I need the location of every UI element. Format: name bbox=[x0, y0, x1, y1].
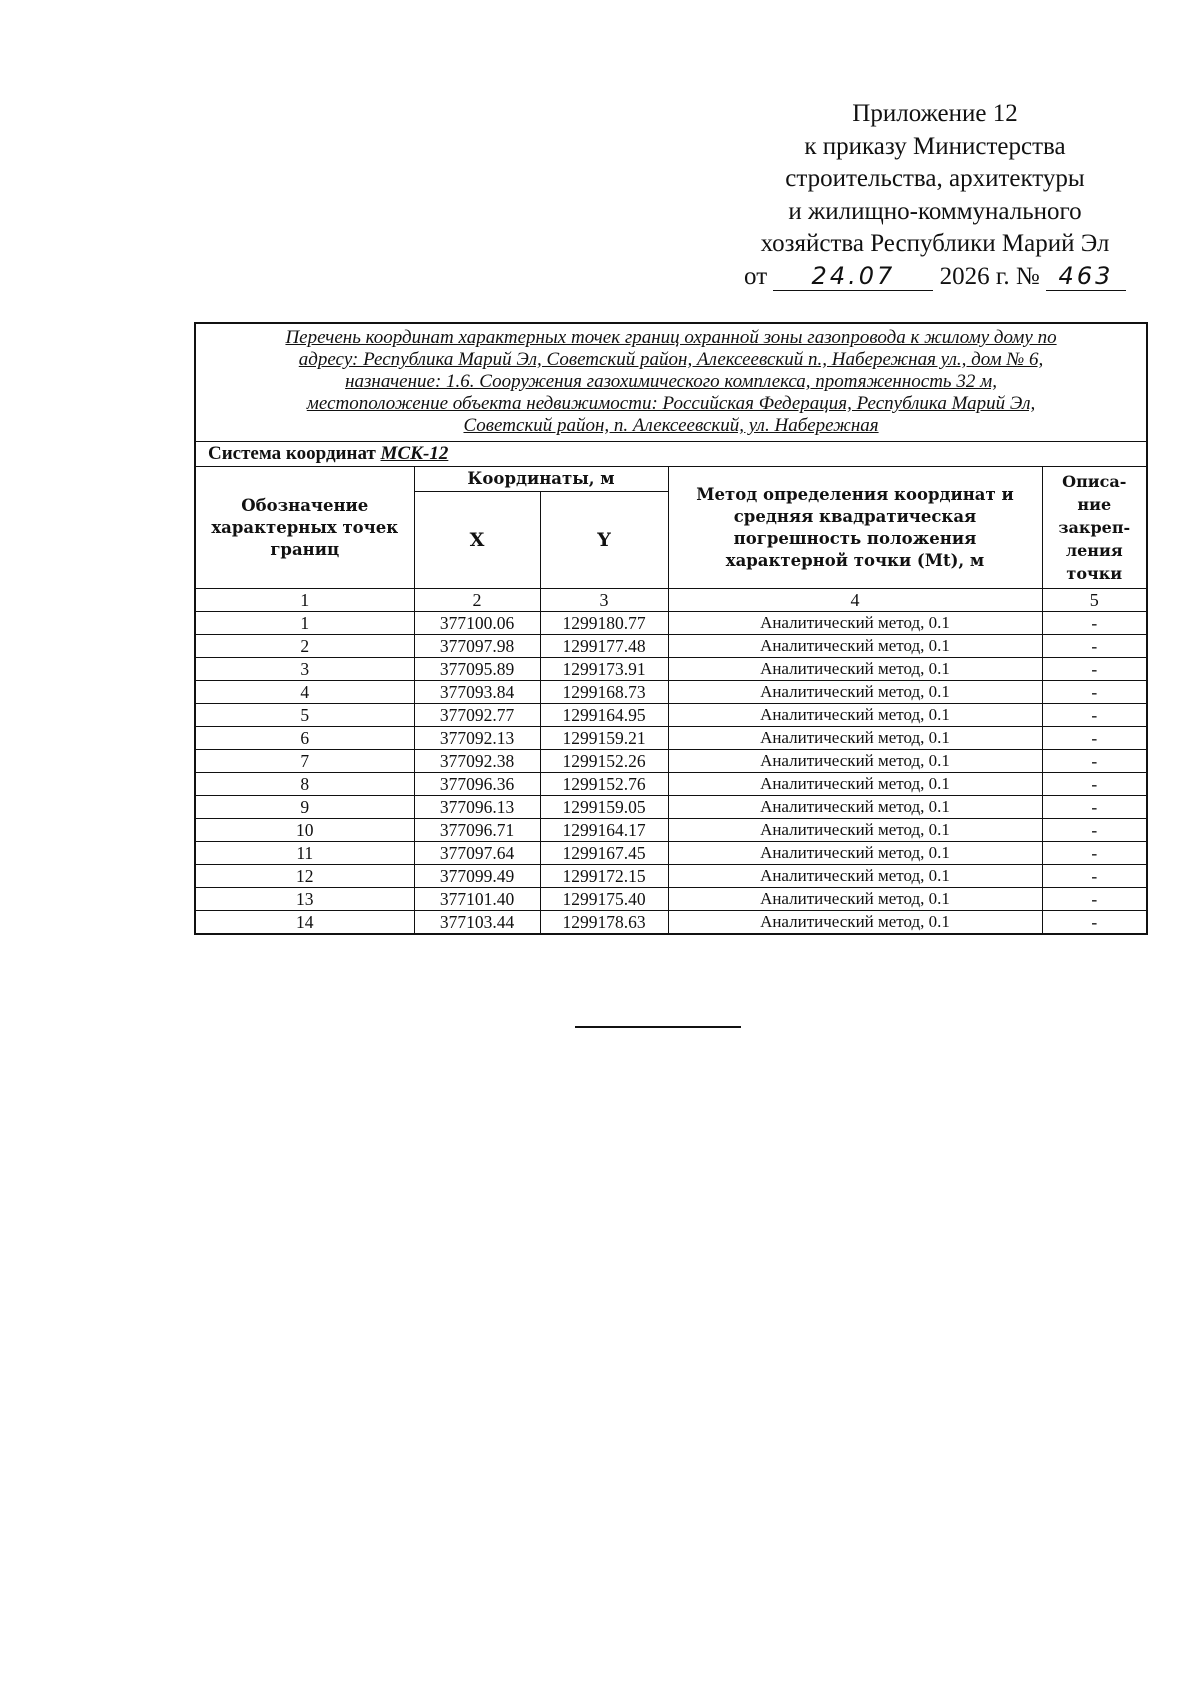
coord-system bbox=[195, 442, 1147, 467]
cell-point: 13 bbox=[195, 888, 414, 911]
cell-point: 1 bbox=[195, 612, 414, 635]
appendix-ministry-line-3: хозяйства Республики Марий Эл bbox=[760, 230, 1110, 257]
cell-point: 10 bbox=[195, 819, 414, 842]
caption-row bbox=[195, 323, 1147, 442]
cell-x: 377103.44 bbox=[414, 911, 540, 935]
column-number: 2 bbox=[414, 589, 540, 612]
cell-method: Аналитический метод, 0.1 bbox=[668, 704, 1042, 727]
cell-point: 5 bbox=[195, 704, 414, 727]
cell-y: 1299173.91 bbox=[540, 658, 668, 681]
header-method: Метод определения координат и средняя квадратическая погрешность положения характерной точки (Mt), м bbox=[668, 467, 1042, 589]
cell-method: Аналитический метод, 0.1 bbox=[668, 773, 1042, 796]
appendix-ministry-line-1: строительства, архитектуры bbox=[785, 165, 1085, 192]
end-divider bbox=[575, 1026, 741, 1028]
cell-point: 9 bbox=[195, 796, 414, 819]
cell-y: 1299180.77 bbox=[540, 612, 668, 635]
appendix-order-line: к приказу Министерства bbox=[804, 132, 1066, 160]
table-row bbox=[195, 842, 1147, 865]
appendix-ministry-line-2: и жилищно-коммунального bbox=[788, 197, 1082, 225]
cell-method: Аналитический метод, 0.1 bbox=[668, 750, 1042, 773]
cell-x: 377101.40 bbox=[414, 888, 540, 911]
header-description bbox=[1042, 467, 1147, 589]
table-row bbox=[195, 819, 1147, 842]
cell-x: 377100.06 bbox=[414, 612, 540, 635]
cell-point: 14 bbox=[195, 911, 414, 935]
table-row bbox=[195, 635, 1147, 658]
cell-y: 1299164.95 bbox=[540, 704, 668, 727]
header-description-line: ние bbox=[1077, 495, 1112, 514]
column-numbers-row bbox=[195, 589, 1147, 612]
cell-x: 377092.77 bbox=[414, 704, 540, 727]
coord-system-label: Система координат bbox=[208, 443, 376, 464]
header-row-1 bbox=[195, 467, 1147, 492]
number-blank bbox=[1046, 263, 1126, 291]
cell-description: - bbox=[1042, 796, 1147, 819]
table-row bbox=[195, 727, 1147, 750]
cell-x: 377096.36 bbox=[414, 773, 540, 796]
appendix-date-line bbox=[690, 261, 1180, 294]
cell-point: 12 bbox=[195, 865, 414, 888]
cell-y: 1299164.17 bbox=[540, 819, 668, 842]
cell-method: Аналитический метод, 0.1 bbox=[668, 635, 1042, 658]
header-description-line: точки bbox=[1066, 564, 1123, 583]
cell-description: - bbox=[1042, 773, 1147, 796]
cell-point: 7 bbox=[195, 750, 414, 773]
cell-method: Аналитический метод, 0.1 bbox=[668, 796, 1042, 819]
appendix-title: Приложение 12 bbox=[852, 100, 1018, 127]
cell-point: 4 bbox=[195, 681, 414, 704]
cell-description: - bbox=[1042, 658, 1147, 681]
table-row bbox=[195, 773, 1147, 796]
cell-y: 1299167.45 bbox=[540, 842, 668, 865]
coordinates-table bbox=[194, 322, 1148, 935]
cell-x: 377096.71 bbox=[414, 819, 540, 842]
cell-description: - bbox=[1042, 842, 1147, 865]
cell-description: - bbox=[1042, 612, 1147, 635]
cell-x: 377093.84 bbox=[414, 681, 540, 704]
cell-description: - bbox=[1042, 727, 1147, 750]
cell-description: - bbox=[1042, 888, 1147, 911]
cell-x: 377096.13 bbox=[414, 796, 540, 819]
cell-method: Аналитический метод, 0.1 bbox=[668, 658, 1042, 681]
appendix-header bbox=[690, 98, 1180, 293]
table-row bbox=[195, 911, 1147, 935]
table-row bbox=[195, 796, 1147, 819]
table-row bbox=[195, 658, 1147, 681]
year-text: 2026 г. № bbox=[939, 262, 1040, 290]
cell-point: 6 bbox=[195, 727, 414, 750]
cell-x: 377099.49 bbox=[414, 865, 540, 888]
cell-description: - bbox=[1042, 750, 1147, 773]
cell-point: 11 bbox=[195, 842, 414, 865]
caption-line: адресу: Республика Марий Эл, Советский район, Алексеевский п., Набережная ул., дом № 6, bbox=[298, 349, 1044, 370]
cell-y: 1299152.76 bbox=[540, 773, 668, 796]
cell-y: 1299177.48 bbox=[540, 635, 668, 658]
cell-method: Аналитический метод, 0.1 bbox=[668, 911, 1042, 935]
cell-method: Аналитический метод, 0.1 bbox=[668, 865, 1042, 888]
cell-y: 1299178.63 bbox=[540, 911, 668, 935]
cell-x: 377097.64 bbox=[414, 842, 540, 865]
cell-description: - bbox=[1042, 911, 1147, 935]
header-y: Y bbox=[540, 492, 668, 589]
table-row bbox=[195, 865, 1147, 888]
table-row bbox=[195, 704, 1147, 727]
handwritten-date: 24.07 bbox=[811, 261, 896, 290]
header-description-line: Описа- bbox=[1062, 472, 1127, 491]
cell-y: 1299172.15 bbox=[540, 865, 668, 888]
handwritten-number: 463 bbox=[1058, 261, 1114, 290]
cell-description: - bbox=[1042, 704, 1147, 727]
table-row bbox=[195, 888, 1147, 911]
cell-x: 377097.98 bbox=[414, 635, 540, 658]
header-coords: Координаты, м bbox=[414, 467, 668, 492]
cell-x: 377095.89 bbox=[414, 658, 540, 681]
cell-description: - bbox=[1042, 635, 1147, 658]
date-blank bbox=[773, 263, 933, 291]
caption-line: Перечень координат характерных точек границ охранной зоны газопровода к жилому дому по bbox=[285, 327, 1057, 348]
caption-line: местоположение объекта недвижимости: Российская Федерация, Республика Марий Эл, bbox=[306, 393, 1036, 414]
cell-y: 1299152.26 bbox=[540, 750, 668, 773]
cell-point: 3 bbox=[195, 658, 414, 681]
coord-system-row bbox=[195, 442, 1147, 467]
cell-method: Аналитический метод, 0.1 bbox=[668, 819, 1042, 842]
header-description-line: ления bbox=[1065, 541, 1123, 560]
cell-description: - bbox=[1042, 681, 1147, 704]
column-number: 5 bbox=[1042, 589, 1147, 612]
date-prefix: от bbox=[744, 262, 768, 290]
cell-x: 377092.38 bbox=[414, 750, 540, 773]
cell-point: 8 bbox=[195, 773, 414, 796]
cell-y: 1299175.40 bbox=[540, 888, 668, 911]
table-row bbox=[195, 750, 1147, 773]
cell-description: - bbox=[1042, 865, 1147, 888]
cell-description: - bbox=[1042, 819, 1147, 842]
header-points: Обозначение характерных точек границ bbox=[195, 467, 414, 589]
cell-y: 1299159.05 bbox=[540, 796, 668, 819]
caption-line: назначение: 1.6. Сооружения газохимического комплекса, протяженность 32 м, bbox=[345, 371, 997, 392]
cell-y: 1299168.73 bbox=[540, 681, 668, 704]
cell-method: Аналитический метод, 0.1 bbox=[668, 681, 1042, 704]
cell-method: Аналитический метод, 0.1 bbox=[668, 888, 1042, 911]
column-number: 1 bbox=[195, 589, 414, 612]
cell-point: 2 bbox=[195, 635, 414, 658]
caption-line: Советский район, п. Алексеевский, ул. Набережная bbox=[463, 415, 879, 436]
table-row bbox=[195, 681, 1147, 704]
cell-method: Аналитический метод, 0.1 bbox=[668, 727, 1042, 750]
header-description-line: закреп- bbox=[1058, 518, 1131, 537]
coord-system-name: МСК-12 bbox=[380, 443, 449, 464]
table-row bbox=[195, 612, 1147, 635]
column-number: 4 bbox=[668, 589, 1042, 612]
cell-x: 377092.13 bbox=[414, 727, 540, 750]
table-caption bbox=[195, 323, 1147, 442]
cell-y: 1299159.21 bbox=[540, 727, 668, 750]
column-number: 3 bbox=[540, 589, 668, 612]
header-x: X bbox=[414, 492, 540, 589]
cell-method: Аналитический метод, 0.1 bbox=[668, 842, 1042, 865]
cell-method: Аналитический метод, 0.1 bbox=[668, 612, 1042, 635]
